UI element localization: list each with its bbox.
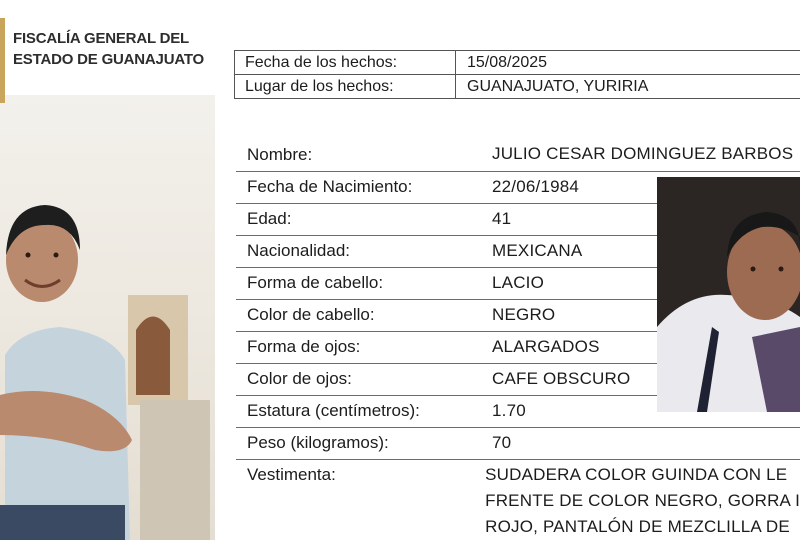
event-date-row	[235, 51, 800, 74]
clothing-row	[236, 460, 800, 540]
nationality-value: MEXICANA	[492, 241, 583, 260]
weight-value: 70	[492, 433, 512, 452]
hair-shape-label: Forma de cabello:	[247, 273, 384, 292]
hair-color-value: NEGRO	[492, 305, 556, 324]
weight-row	[236, 428, 800, 460]
birthdate-value: 22/06/1984	[492, 177, 580, 196]
nationality-label: Nacionalidad:	[247, 241, 351, 260]
agency-name	[13, 28, 213, 70]
clothing-line-1: SUDADERA COLOR GUINDA CON LE	[485, 465, 788, 484]
clothing-line-2: FRENTE DE COLOR NEGRO, GORRA I	[485, 491, 800, 510]
eye-color-value: CAFE OBSCURO	[492, 369, 631, 388]
event-date-value: 15/08/2025	[467, 54, 548, 71]
age-value: 41	[492, 209, 512, 228]
eye-shape-label: Forma de ojos:	[247, 337, 361, 356]
missing-person-full-photo	[0, 95, 215, 540]
event-place-value: GUANAJUATO, YURIRIA	[467, 78, 649, 95]
weight-label: Peso (kilogramos):	[247, 433, 389, 452]
agency-name-line-2: ESTADO DE GUANAJUATO	[13, 51, 205, 68]
age-label: Edad:	[247, 209, 292, 228]
eye-shape-value: ALARGADOS	[492, 337, 600, 356]
name-label: Nombre:	[247, 145, 313, 164]
event-date-label: Fecha de los hechos:	[235, 51, 456, 74]
portrait-eye-right	[779, 267, 784, 272]
hair-color-label: Color de cabello:	[247, 305, 375, 324]
eye-right	[54, 253, 59, 258]
person-photo-illustration	[0, 95, 215, 540]
portrait-eye-left	[751, 267, 756, 272]
stone-wall	[140, 400, 210, 540]
brand-accent-bar	[0, 18, 5, 103]
eye-left	[26, 253, 31, 258]
clothing-line-3: ROJO, PANTALÓN DE MEZCLILLA DE	[485, 517, 790, 536]
hair-shape-value: LACIO	[492, 273, 545, 292]
name-row	[236, 140, 800, 172]
missing-person-portrait	[657, 177, 800, 412]
jeans	[0, 505, 125, 540]
clothing-label: Vestimenta:	[247, 465, 336, 484]
height-value: 1.70	[492, 401, 526, 420]
height-label: Estatura (centímetros):	[247, 401, 420, 420]
event-place-row	[235, 74, 800, 98]
clothing-value	[472, 460, 800, 540]
portrait-illustration	[657, 177, 800, 412]
event-place-label: Lugar de los hechos:	[235, 75, 456, 98]
building-arch	[136, 317, 170, 396]
name-value: JULIO CESAR DOMINGUEZ BARBOS	[492, 144, 794, 163]
birthdate-label: Fecha de Nacimiento:	[247, 177, 413, 196]
event-info-table	[234, 50, 800, 99]
agency-name-line-1: FISCALÍA GENERAL DEL	[13, 30, 190, 47]
eye-color-label: Color de ojos:	[247, 369, 352, 388]
